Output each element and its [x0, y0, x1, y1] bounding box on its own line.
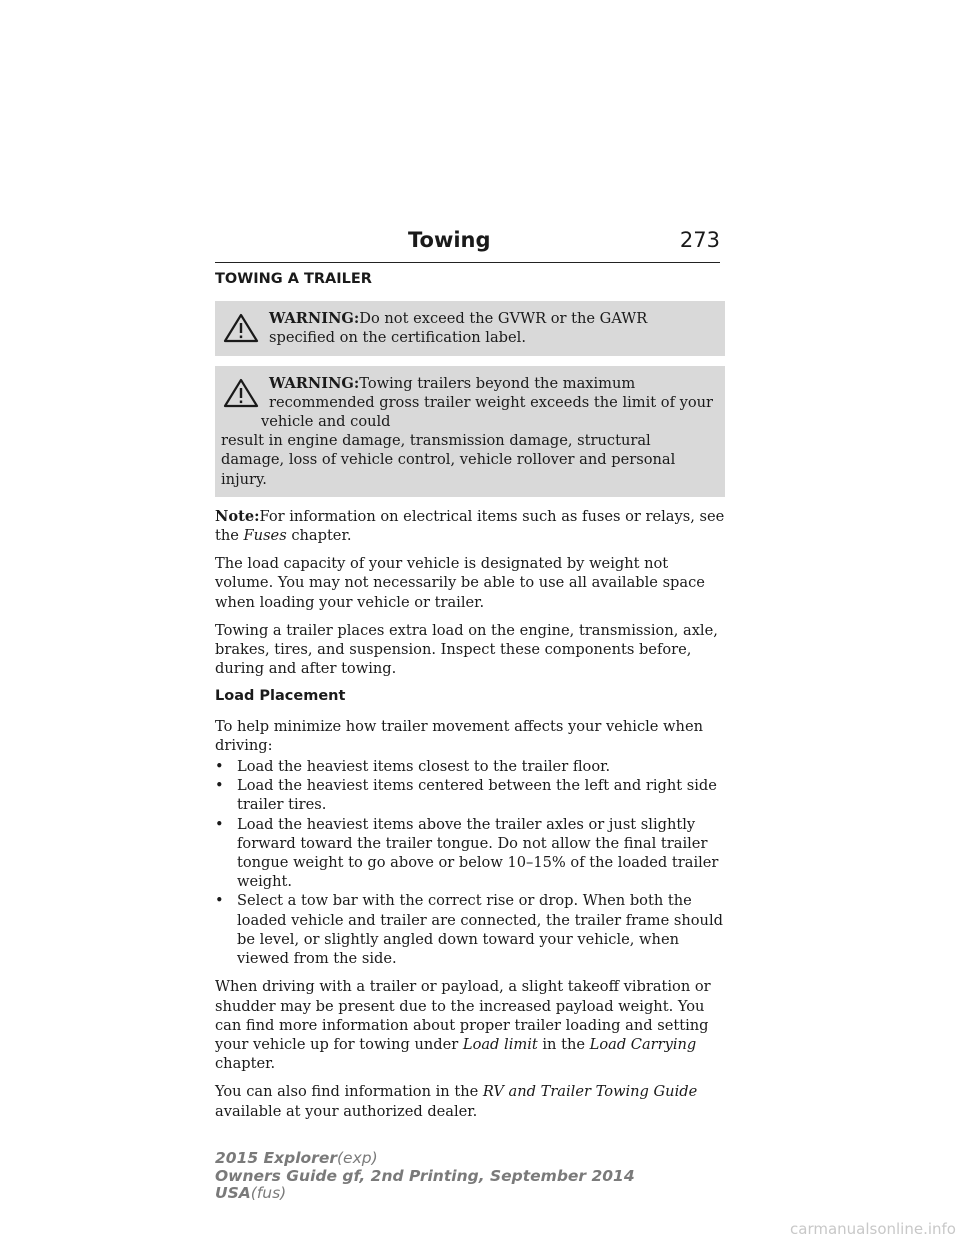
- warning-box-2: [215, 366, 725, 497]
- list-item: • Load the heaviest items centered between the left and right side trailer tires.: [215, 777, 717, 814]
- payload-paragraph: When driving with a trailer or payload, a slight takeoff vibration or shudder may be present due to the increased payload weight. You can find more information about proper trailer loading and setting your vehicle up for towing under Load limit in the Load Carrying chapter.: [215, 978, 711, 1073]
- list-item: • Select a tow bar with the correct rise or drop. When both the loaded vehicle and trailer are connected, the trailer frame should be level, or slightly angled down toward your vehicle, when viewed from the side.: [215, 892, 723, 968]
- warning-text-1: WARNING:Do not exceed the GVWR or the GAWR specified on the certification label.: [269, 310, 648, 347]
- page-content: [215, 270, 725, 1130]
- list-item: • Load the heaviest items closest to the trailer floor.: [215, 758, 611, 776]
- warning-box-1: [215, 301, 725, 355]
- list-item: • Load the heaviest items above the trailer axles or just slightly forward toward the trailer tongue. Do not allow the final trailer tongue weight to go above or below 10–15% of the loaded trailer weight.: [215, 815, 719, 891]
- page-header: [215, 228, 720, 263]
- footer-line-1: 2015 Explorer(exp): [215, 1149, 378, 1167]
- section-title: Towing: [408, 228, 491, 252]
- warning-text-2: WARNING:Towing trailers beyond the maximum recommended gross trailer weight exceeds the limit of your vehicle and could: [261, 374, 714, 431]
- bullet: •: [215, 892, 224, 910]
- fuses-reference: Fuses: [243, 527, 287, 545]
- towing-load-paragraph: Towing a trailer places extra load on the engine, transmission, axle, brakes, tires, and suspension. Inspect these components before, during and after towing.: [215, 621, 718, 678]
- warning-triangle-icon: [223, 313, 259, 343]
- note-label: Note:: [215, 507, 260, 525]
- towing-guide-reference: RV and Trailer Towing Guide: [482, 1083, 698, 1101]
- bullet: •: [215, 815, 224, 833]
- load-carrying-reference: Load Carrying: [589, 1035, 697, 1053]
- load-placement-intro: To help minimize how trailer movement affects your vehicle when driving:: [215, 717, 703, 754]
- page-number: 273: [679, 228, 720, 252]
- warning-label: WARNING:: [269, 374, 360, 392]
- warning-label: WARNING:: [269, 310, 360, 328]
- page-footer: [215, 1150, 635, 1203]
- load-placement-heading: Load Placement: [215, 688, 346, 705]
- warning-text-2-cont: result in engine damage, transmission damage, structural damage, loss of vehicle control, vehicle rollover and personal injury.: [221, 432, 676, 488]
- watermark: carmanualsonline.info: [790, 1220, 956, 1238]
- load-placement-list: [215, 757, 725, 968]
- footer-line-3: USA(fus): [215, 1184, 287, 1202]
- footer-line-2: Owners Guide gf, 2nd Printing, September 2014: [215, 1166, 635, 1185]
- guide-paragraph: You can also find information in the RV and Trailer Towing Guide available at your authorized dealer.: [215, 1083, 698, 1120]
- load-capacity-paragraph: The load capacity of your vehicle is designated by weight not volume. You may not necessarily be able to use all available space when loading your vehicle or trailer.: [215, 555, 705, 611]
- bullet: •: [215, 758, 224, 776]
- main-heading: TOWING A TRAILER: [215, 271, 372, 287]
- load-limit-reference: Load limit: [462, 1035, 538, 1053]
- note-paragraph: Note:For information on electrical items such as fuses or relays, see the Fuses chapter.: [215, 507, 725, 545]
- warning-triangle-icon: [223, 378, 259, 408]
- bullet: •: [215, 777, 224, 795]
